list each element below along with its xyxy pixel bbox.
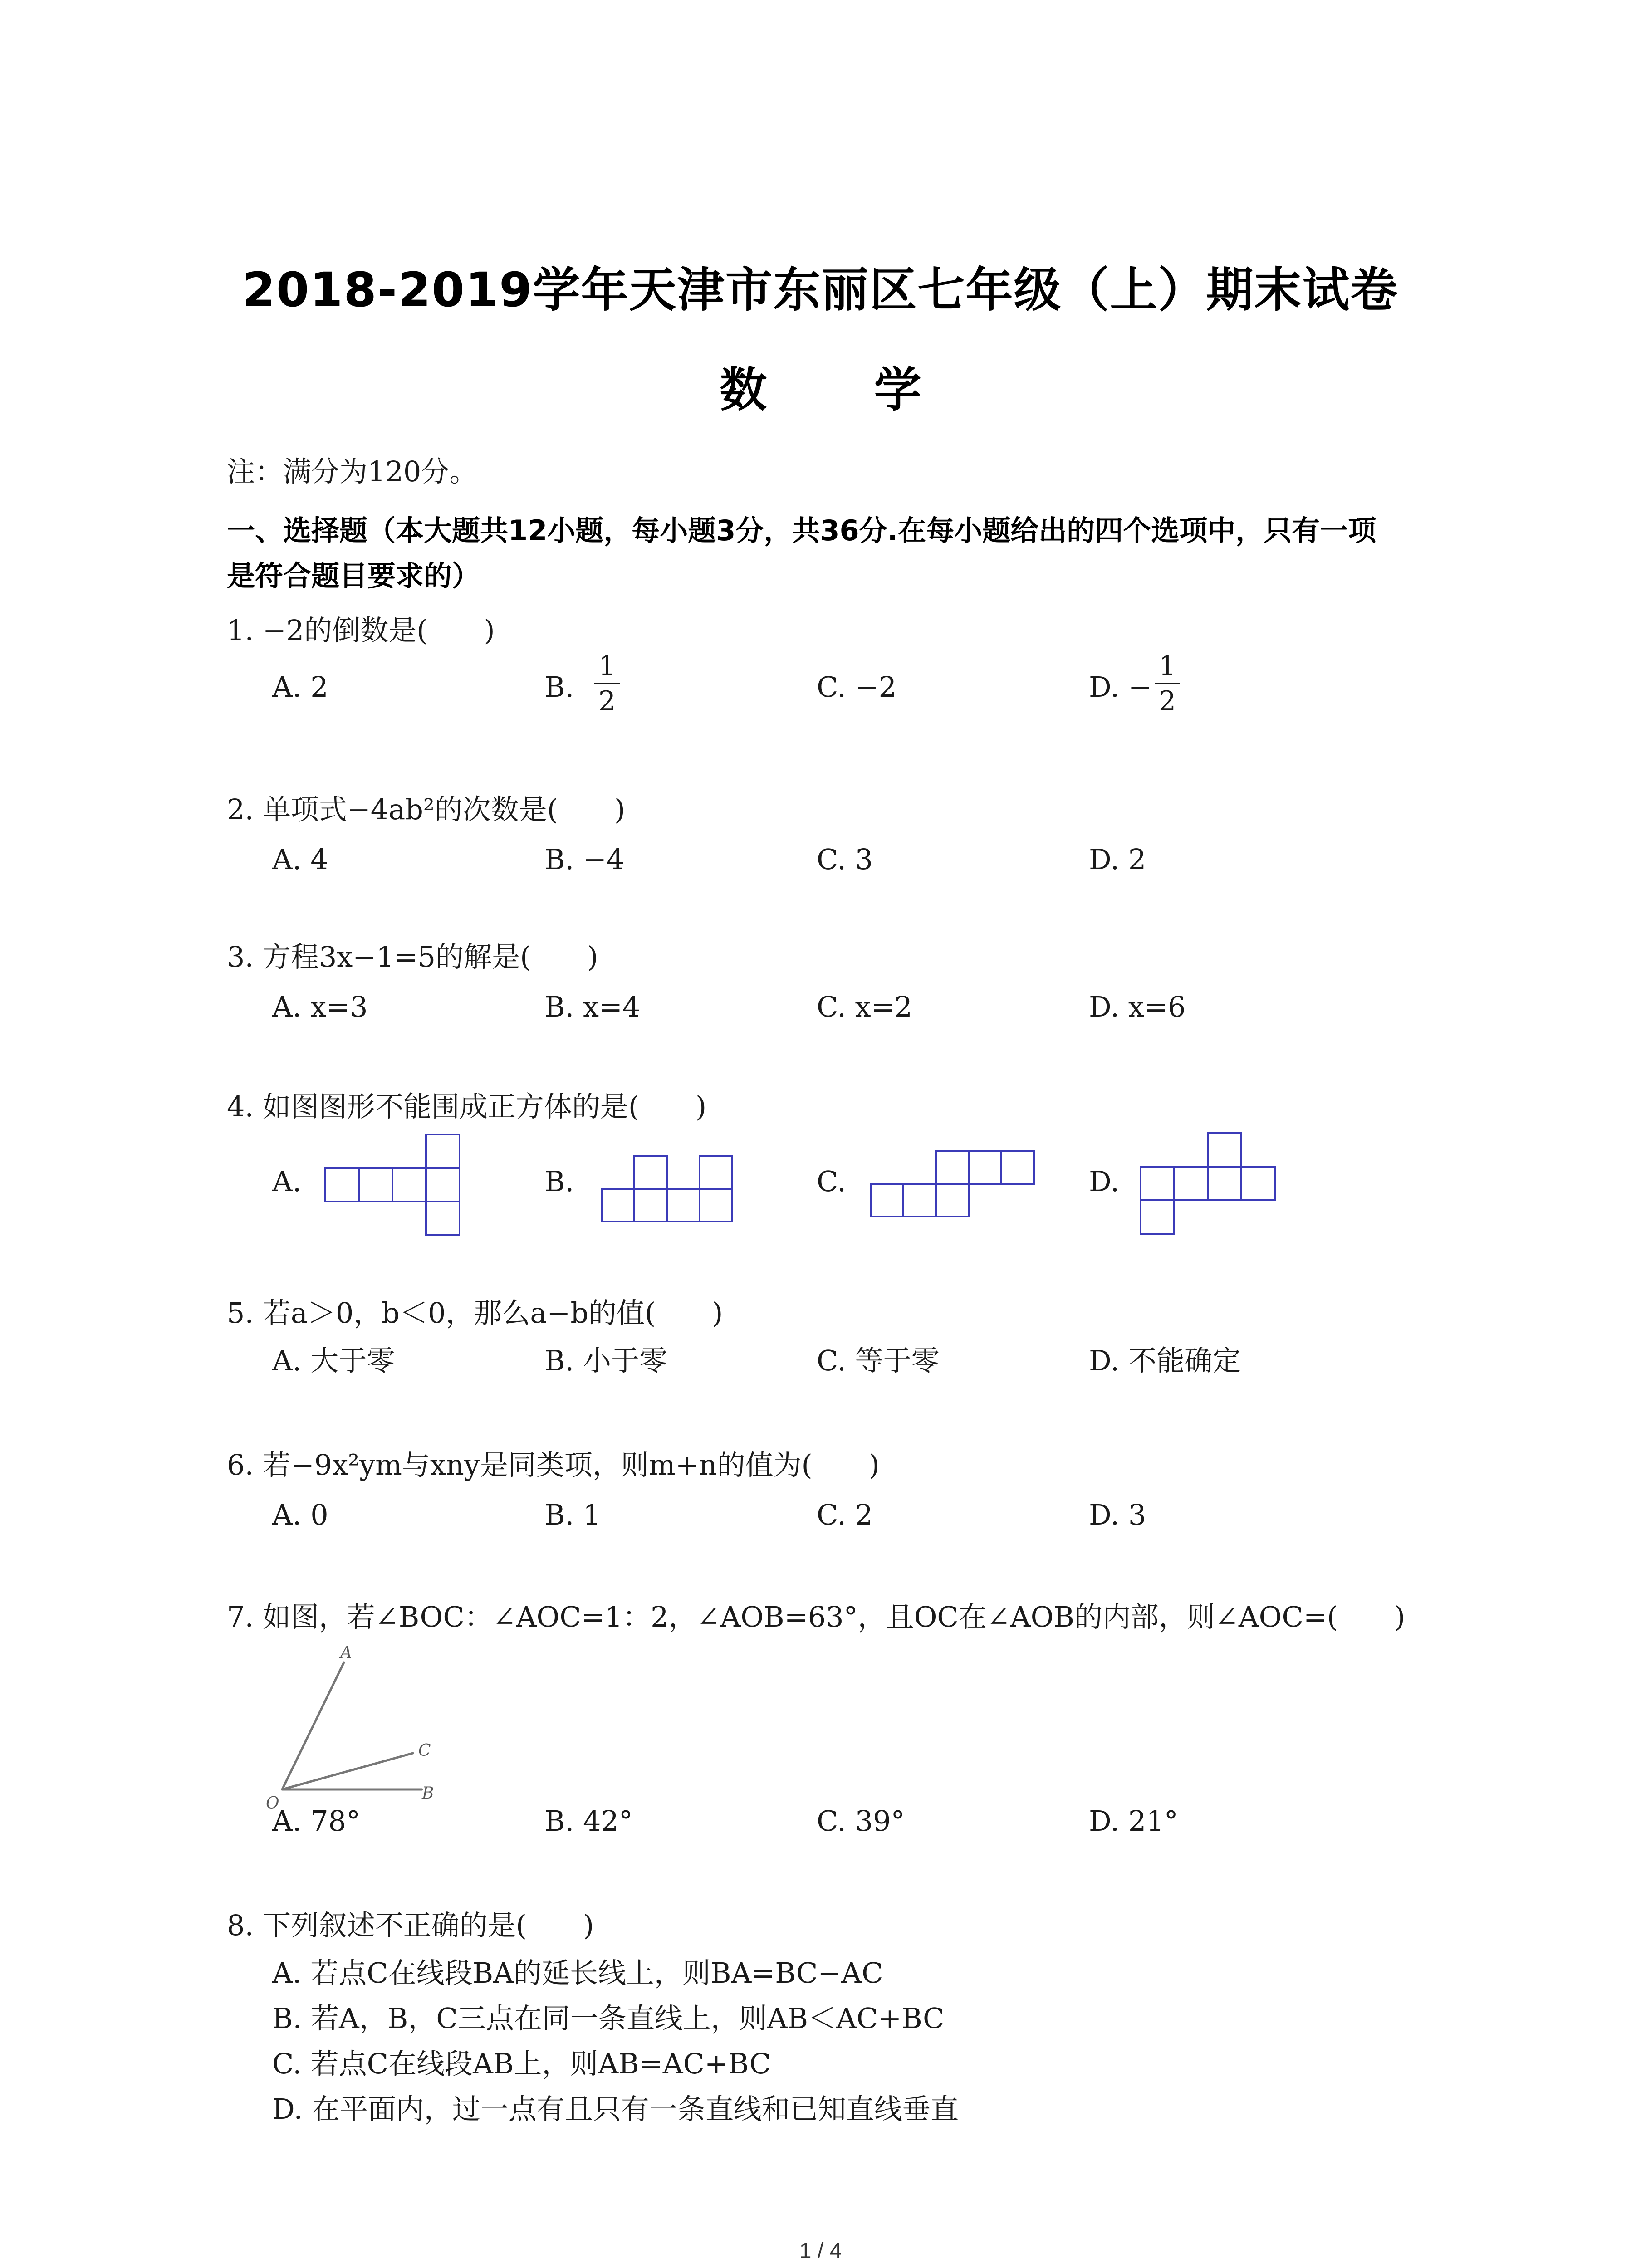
question-8-option-b: B. 若A，B，C三点在同一条直线上，则AB＜AC+BC <box>272 2002 945 2035</box>
angle-label-a: A <box>340 1643 352 1662</box>
fraction-denominator: 2 <box>598 685 616 717</box>
question-1-option-d-fraction <box>1155 651 1180 716</box>
question-4-stem: 4. 如图图形不能围成正方体的是( ) <box>227 1090 707 1123</box>
question-2-option-b: B. −4 <box>544 843 625 876</box>
question-2-option-d: D. 2 <box>1089 843 1146 876</box>
score-note: 注：满分为120分。 <box>227 455 478 488</box>
question-4-option-a: A. <box>272 1165 302 1198</box>
cube-net-b-figure <box>599 1154 740 1232</box>
angle-label-o: O <box>266 1794 279 1812</box>
question-4-option-c: C. <box>817 1165 846 1198</box>
section-heading-line2: 是符合题目要求的） <box>227 559 480 592</box>
question-3-option-a: A. x=3 <box>272 990 368 1023</box>
question-1-option-b: B. <box>544 670 574 704</box>
question-8-option-d: D. 在平面内，过一点有且只有一条直线和已知直线垂直 <box>272 2092 959 2126</box>
question-3-stem: 3. 方程3x−1=5的解是( ) <box>227 940 598 973</box>
question-8-option-a: A. 若点C在线段BA的延长线上，则BA=BC−AC <box>272 1956 883 1989</box>
question-6-option-a: A. 0 <box>272 1498 328 1531</box>
question-6-option-d: D. 3 <box>1089 1498 1146 1531</box>
fraction-numerator: 1 <box>1158 650 1176 682</box>
cube-net-a-figure <box>324 1132 470 1241</box>
question-1-option-b-fraction <box>594 651 620 716</box>
question-5-option-a: A. 大于零 <box>272 1344 395 1377</box>
section-heading-line1: 一、选择题（本大题共12小题，每小题3分，共36分.在每小题给出的四个选项中，只有一项 <box>227 514 1376 547</box>
page-number: 1 / 4 <box>799 2239 842 2263</box>
question-8-stem: 8. 下列叙述不正确的是( ) <box>227 1909 594 1942</box>
angle-label-c: C <box>418 1741 431 1760</box>
question-1-option-c: C. −2 <box>817 670 897 704</box>
question-6-option-b: B. 1 <box>544 1498 601 1531</box>
question-3-option-d: D. x=6 <box>1089 990 1186 1023</box>
question-7-option-d: D. 21° <box>1089 1804 1178 1838</box>
question-5-option-d: D. 不能确定 <box>1089 1344 1241 1377</box>
question-7-option-a: A. 78° <box>272 1804 361 1838</box>
question-2-option-a: A. 4 <box>272 843 328 876</box>
question-4-option-b: B. <box>544 1165 574 1198</box>
question-7-option-c: C. 39° <box>817 1804 905 1838</box>
question-8-option-c: C. 若点C在线段AB上，则AB=AC+BC <box>272 2047 771 2080</box>
question-5-option-b: B. 小于零 <box>544 1344 667 1377</box>
question-7-stem: 7. 如图，若∠BOC：∠AOC=1：2，∠AOB=63°，且OC在∠AOB的内部，则∠AOC=( ) <box>227 1600 1406 1633</box>
fraction-bar <box>1155 683 1180 684</box>
question-4-option-d: D. <box>1089 1165 1120 1198</box>
exam-title: 2018-2019学年天津市东丽区七年级（上）期末试卷 <box>242 262 1399 318</box>
question-6-stem: 6. 若−9x²ym与xny是同类项，则m+n的值为( ) <box>227 1448 880 1481</box>
question-3-option-b: B. x=4 <box>544 990 641 1023</box>
question-1-option-d: D. − <box>1089 670 1152 704</box>
cube-net-d-figure <box>1139 1129 1284 1243</box>
question-5-stem: 5. 若a＞0，b＜0，那么a−b的值( ) <box>227 1296 723 1330</box>
question-1-stem: 1. −2的倒数是( ) <box>227 614 495 647</box>
question-2-option-c: C. 3 <box>817 843 873 876</box>
question-1-option-a: A. 2 <box>272 670 328 704</box>
fraction-denominator: 2 <box>1158 685 1176 717</box>
question-6-option-c: C. 2 <box>817 1498 873 1531</box>
angle-figure <box>263 1640 454 1812</box>
subject-title: 数 学 <box>720 362 967 417</box>
question-2-stem: 2. 单项式−4ab²的次数是( ) <box>227 793 626 826</box>
angle-label-b: B <box>422 1784 434 1803</box>
cube-net-c-figure <box>869 1148 1050 1225</box>
fraction-numerator: 1 <box>598 650 616 682</box>
fraction-bar <box>594 683 620 684</box>
question-3-option-c: C. x=2 <box>817 990 913 1023</box>
question-5-option-c: C. 等于零 <box>817 1344 940 1377</box>
question-7-option-b: B. 42° <box>544 1804 633 1838</box>
